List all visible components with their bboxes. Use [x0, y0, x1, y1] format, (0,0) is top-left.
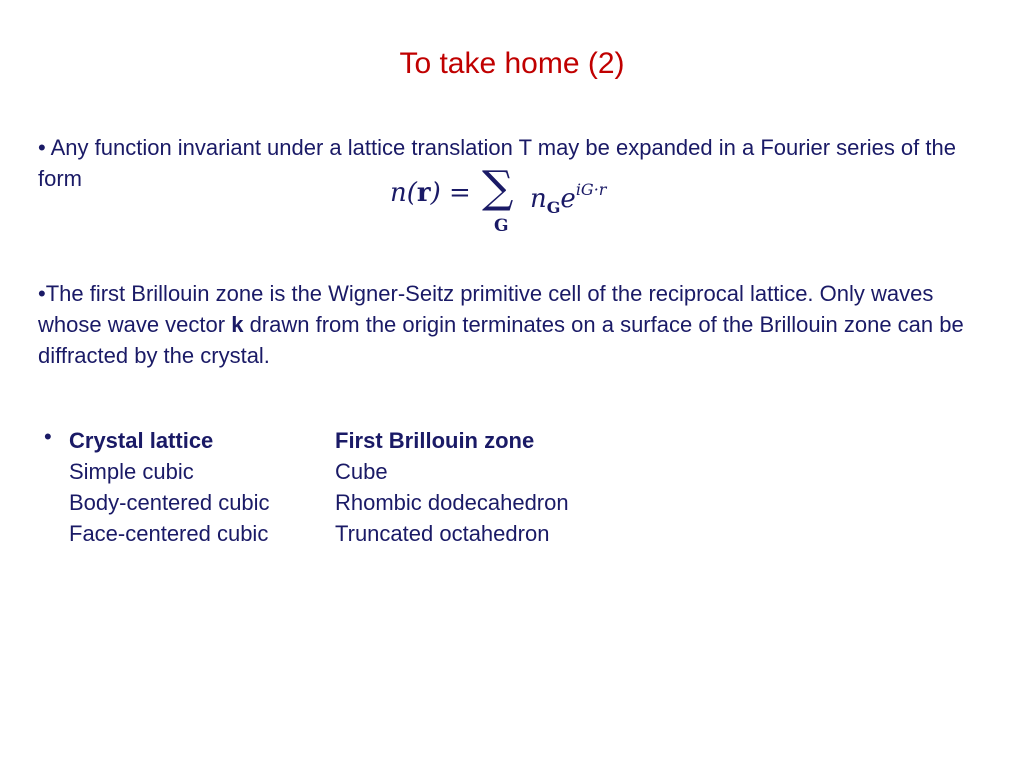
formula-equals: ) =	[430, 178, 471, 208]
fourier-paragraph: • Any function invariant under a lattice translation T may be expanded in a Fourier series of the form	[38, 135, 956, 191]
lattice-column-header: Crystal lattice	[69, 428, 214, 453]
formula-lhs-func: n	[390, 178, 407, 208]
zone-row: Truncated octahedron	[335, 521, 550, 546]
zone-row: Rhombic dodecahedron	[335, 490, 569, 515]
formula-sum-symbol: ∑	[482, 162, 514, 213]
formula-lhs: n(r) =	[390, 178, 471, 208]
formula-coef: n	[530, 184, 547, 214]
formula-sum-index: G	[494, 216, 509, 236]
brillouin-text-2: drawn from the origin terminates on a surface of the Brillouin zone can be diffracted by the crystal.	[38, 312, 964, 368]
formula-base: e	[560, 184, 576, 214]
formula-term	[530, 180, 606, 217]
lattice-row: Simple cubic	[69, 459, 194, 484]
lattice-row: Body-centered cubic	[69, 490, 270, 515]
formula-coef-sub: G	[546, 198, 561, 217]
zone-column-header: First Brillouin zone	[335, 428, 535, 453]
slide-title: To take home (2)	[399, 47, 625, 80]
wave-vector-k: k	[231, 312, 244, 337]
brillouin-text-1: •The first Brillouin zone is the Wigner-Seitz primitive cell of the reciprocal lattice. Only waves whose wave vector	[38, 281, 934, 337]
fourier-formula	[390, 162, 650, 242]
zone-row: Cube	[335, 459, 388, 484]
lattice-row: Face-centered cubic	[69, 521, 269, 546]
brillouin-paragraph	[38, 278, 988, 371]
zone-column	[335, 425, 569, 549]
list-bullet: •	[44, 424, 52, 449]
formula-lhs-var: r	[416, 178, 431, 208]
lattice-column	[69, 425, 270, 549]
formula-exponent: iG·r	[575, 180, 607, 199]
